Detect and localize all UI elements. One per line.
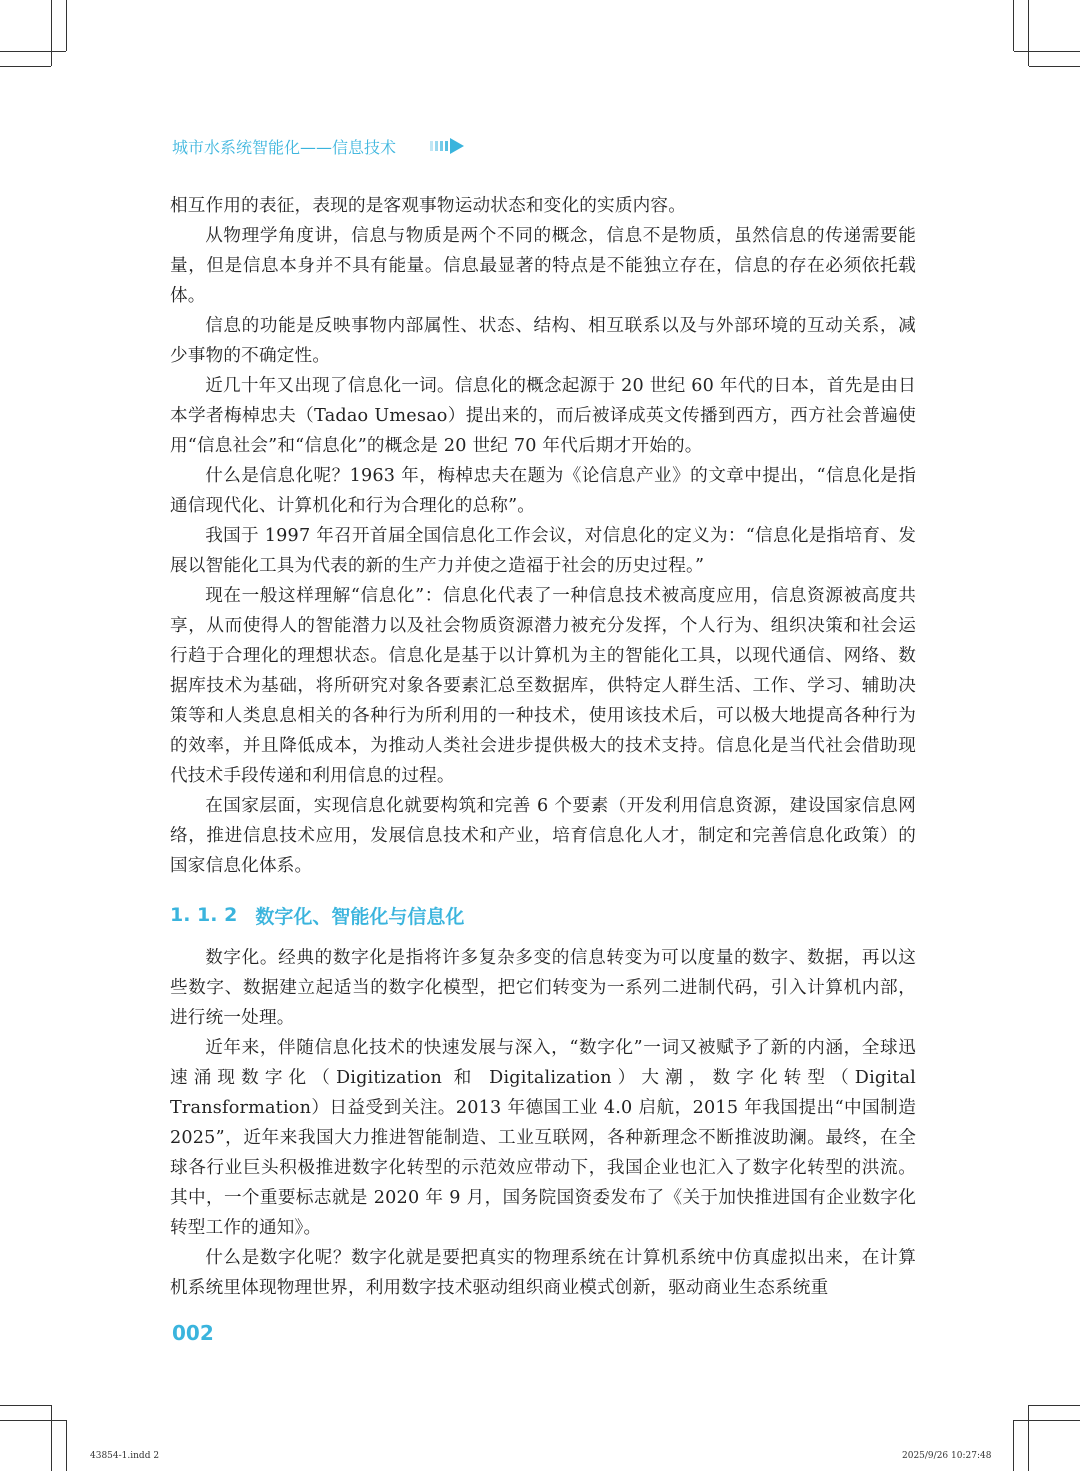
paragraph: 数字化。经典的数字化是指将许多复杂多变的信息转变为可以度量的数字、数据，再以这些数字、数据建立起适当的数字化模型，把它们转变为一系列二进制代码，引入计算机内部，进行统一处理。 (170, 948, 916, 1028)
crop-mark-tl-v (51, 0, 52, 66)
crop-mark-tr-v (1028, 0, 1029, 66)
crop-mark-bl-v (51, 1405, 52, 1471)
arrow-icon (430, 138, 464, 154)
running-header-title: 城市水系统智能化——信息技术 (172, 137, 397, 157)
section-number: 1. 1. 2 (170, 904, 238, 926)
running-header (172, 134, 464, 158)
crop-mark-bl-h2 (0, 1405, 51, 1406)
paragraph: 相互作用的表征，表现的是客观事物运动状态和变化的实质内容。 (170, 196, 687, 216)
slug-timestamp: 2025/9/26 10:27:48 (902, 1451, 992, 1461)
body-text-1 (170, 191, 916, 881)
crop-mark-br-h (1014, 1420, 1080, 1421)
crop-mark-tl-h (0, 51, 66, 52)
page-number: 002 (172, 1321, 214, 1345)
crop-mark-bl-h (0, 1420, 66, 1421)
crop-mark-br-h2 (1029, 1405, 1080, 1406)
crop-mark-br-v (1028, 1405, 1029, 1471)
paragraph: 什么是信息化呢？1963 年，梅棹忠夫在题为《论信息产业》的文章中提出，“信息化是指通信现代化、计算机化和行为合理化的总称”。 (170, 466, 916, 516)
section-heading (170, 900, 464, 930)
paragraph: 什么是数字化呢？数字化就是要把真实的物理系统在计算机系统中仿真虚拟出来，在计算机系统里体现物理世界，利用数字技术驱动组织商业模式创新，驱动商业生态系统重 (170, 1248, 916, 1298)
body-text-2 (170, 943, 916, 1303)
paragraph: 近年来，伴随信息化技术的快速发展与深入，“数字化”一词又被赋予了新的内涵，全球迅速涌现数字化（Digitization 和 Digitalization）大潮，数字化转型（Digital Transformation）日益受到关注。2013 年德国工业 4.0 启航，2015 年我国提出“中国制造 2025”，近年来我国大力推进智能制造、工业互联网，各种新理念不断推波助澜。最终，在全球各行业巨头积极推进数字化转型的示范效应带动下，我国企业也汇入了数字化转型的洪流。其中，一个重要标志就是 2020 年 9 月，国务院国资委发布了《关于加快推进国有企业数字化转型工作的通知》。 (170, 1038, 916, 1238)
crop-mark-tr-h2 (1029, 66, 1080, 67)
paragraph: 信息的功能是反映事物内部属性、状态、结构、相互联系以及与外部环境的互动关系，减少事物的不确定性。 (170, 316, 916, 366)
crop-mark-tr-h (1014, 51, 1080, 52)
paragraph: 在国家层面，实现信息化就要构筑和完善 6 个要素（开发利用信息资源，建设国家信息网络，推进信息技术应用，发展信息技术和产业，培育信息化人才，制定和完善信息化政策）的国家信息化体系。 (170, 796, 916, 876)
paragraph: 我国于 1997 年召开首届全国信息化工作会议，对信息化的定义为：“信息化是指培育、发展以智能化工具为代表的新的生产力并使之造福于社会的历史过程。” (170, 526, 916, 576)
crop-mark-bl-v2 (66, 1420, 67, 1471)
crop-mark-br-v2 (1013, 1420, 1014, 1471)
slug-filename: 43854-1.indd 2 (90, 1451, 160, 1461)
paragraph: 现在一般这样理解“信息化”：信息化代表了一种信息技术被高度应用，信息资源被高度共享，从而使得人的智能潜力以及社会物质资源潜力被充分发挥，个人行为、组织决策和社会运行趋于合理化的理想状态。信息化是基于以计算机为主的智能化工具，以现代通信、网络、数据库技术为基础，将所研究对象各要素汇总至数据库，供特定人群生活、工作、学习、辅助决策等和人类息息相关的各种行为所利用的一种技术，使用该技术后，可以极大地提高各种行为的效率，并且降低成本，为推动人类社会进步提供极大的技术支持。信息化是当代社会借助现代技术手段传递和利用信息的过程。 (170, 586, 916, 786)
crop-mark-tr-v2 (1013, 0, 1014, 51)
paragraph: 从物理学角度讲，信息与物质是两个不同的概念，信息不是物质，虽然信息的传递需要能量，但是信息本身并不具有能量。信息最显著的特点是不能独立存在，信息的存在必须依托载体。 (170, 226, 916, 306)
paragraph: 近几十年又出现了信息化一词。信息化的概念起源于 20 世纪 60 年代的日本，首先是由日本学者梅棹忠夫（Tadao Umesao）提出来的，而后被译成英文传播到西方，西方社会普遍使用“信息社会”和“信息化”的概念是 20 世纪 70 年代后期才开始的。 (170, 376, 916, 456)
crop-mark-tl-h2 (0, 66, 51, 67)
crop-mark-tl-v2 (66, 0, 67, 51)
section-title: 数字化、智能化与信息化 (255, 905, 465, 928)
